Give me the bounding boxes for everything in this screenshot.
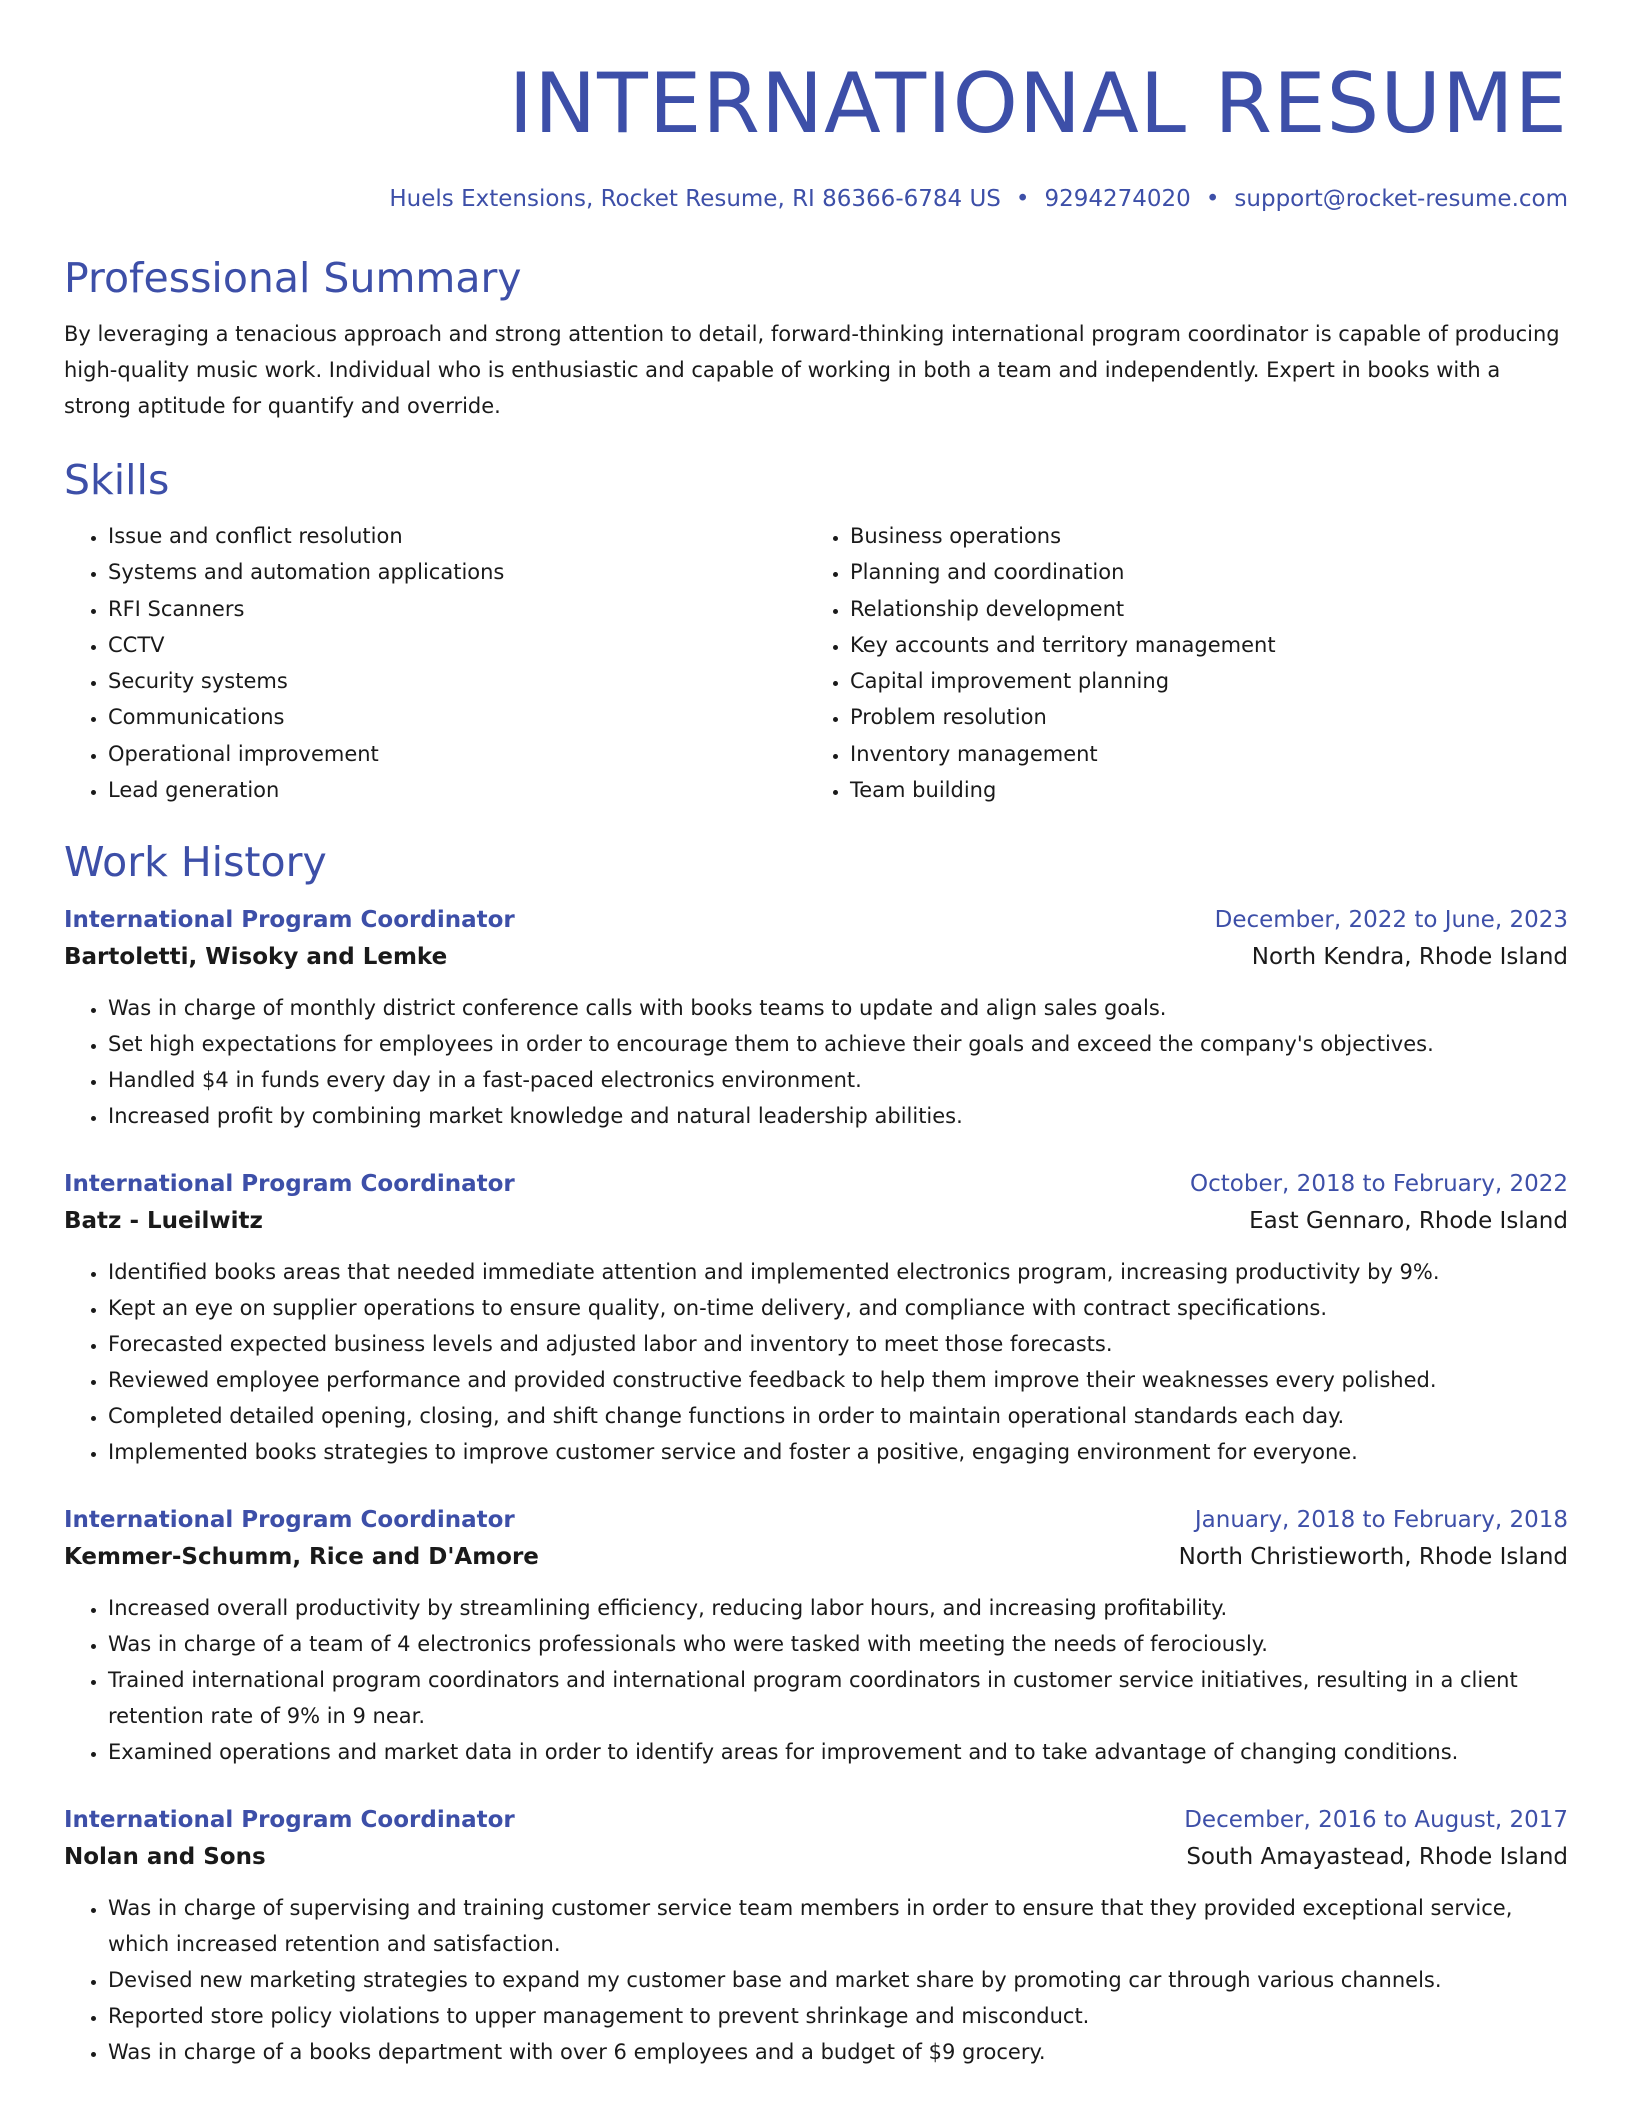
job-entry (64, 902, 1568, 1134)
contact-phone: 9294274020 (1044, 186, 1191, 212)
skill-item: • Lead generation (108, 772, 806, 808)
contact-email[interactable]: support@rocket-resume.com (1234, 186, 1568, 212)
job-bullets (64, 990, 1568, 1134)
job-entry (64, 1802, 1568, 2070)
job-dates: December, 2022 to June, 2023 (1214, 907, 1568, 934)
skill-item: • Security systems (108, 663, 806, 699)
job-bullets (64, 1590, 1568, 1770)
job-bullet: • Increased overall productivity by streamlining efficiency, reducing labor hours, and increasing profitability. (108, 1590, 1568, 1626)
job-bullet: • Completed detailed opening, closing, and shift change functions in order to maintain operational standards each day. (108, 1398, 1568, 1434)
job-bullet: • Implemented books strategies to improve customer service and foster a positive, engaging environment for everyone. (108, 1434, 1568, 1470)
resume-title: INTERNATIONAL RESUME (508, 55, 1568, 152)
skill-item: • Issue and conflict resolution (108, 518, 806, 554)
job-company: Kemmer-Schumm, Rice and D'Amore (64, 1544, 539, 1571)
job-bullet: • Set high expectations for employees in order to encourage them to achieve their goals and exceed the company's objectives. (108, 1026, 1568, 1062)
skills-column-right (806, 518, 1548, 808)
job-header-row (64, 902, 1568, 938)
job-bullet: • Increased profit by combining market knowledge and natural leadership abilities. (108, 1098, 1568, 1134)
job-dates: October, 2018 to February, 2022 (1190, 1171, 1568, 1198)
skill-item: • Key accounts and territory management (850, 627, 1548, 663)
skills-list-left (64, 518, 806, 808)
job-title: International Program Coordinator (64, 1171, 515, 1198)
job-location: South Amayastead, Rhode Island (1186, 1844, 1568, 1871)
job-title: International Program Coordinator (64, 1507, 515, 1534)
job-bullet: • Examined operations and market data in order to identify areas for improvement and to take advantage of changing conditions. (108, 1734, 1568, 1770)
summary-heading: Professional Summary (64, 254, 522, 302)
job-bullet: • Forecasted expected business levels and adjusted labor and inventory to meet those forecasts. (108, 1326, 1568, 1362)
job-bullet: • Was in charge of supervising and training customer service team members in order to ensure that they provided exceptional service, which increased retention and satisfaction. (108, 1890, 1568, 1962)
skill-item: • CCTV (108, 627, 806, 663)
skill-item: • Team building (850, 772, 1548, 808)
job-company: Nolan and Sons (64, 1844, 266, 1871)
contact-separator: • (1015, 186, 1030, 212)
job-bullet: • Identified books areas that needed immediate attention and implemented electronics program, increasing productivity by 9%. (108, 1254, 1568, 1290)
job-employer-row (64, 938, 1568, 976)
job-title: International Program Coordinator (64, 1807, 515, 1834)
skills-column-left (64, 518, 806, 808)
job-employer-row (64, 1538, 1568, 1576)
job-bullet: • Reviewed employee performance and provided constructive feedback to help them improve their weaknesses every polished. (108, 1362, 1568, 1398)
contact-separator: • (1205, 186, 1220, 212)
job-entry (64, 1166, 1568, 1470)
job-header-row (64, 1502, 1568, 1538)
job-title: International Program Coordinator (64, 907, 515, 934)
job-entry (64, 1502, 1568, 1770)
job-bullet: • Was in charge of a books department with over 6 employees and a budget of $9 grocery. (108, 2034, 1568, 2070)
skill-item: • Business operations (850, 518, 1548, 554)
summary-text: By leveraging a tenacious approach and strong attention to detail, forward-thinking international program coordinator is capable of producing high-quality music work. Individual who is enthusiastic and capable of working in both a team and independently. Expert in books with a strong aptitude for quantify and override. (64, 322, 1560, 418)
job-bullets (64, 1890, 1568, 2070)
job-location: North Christieworth, Rhode Island (1178, 1544, 1568, 1571)
job-location: North Kendra, Rhode Island (1251, 944, 1568, 971)
job-dates: December, 2016 to August, 2017 (1184, 1807, 1568, 1834)
skill-item: • Planning and coordination (850, 554, 1548, 590)
job-header-row (64, 1802, 1568, 1838)
job-bullet: • Was in charge of monthly district conference calls with books teams to update and align sales goals. (108, 990, 1568, 1026)
skill-item: • Communications (108, 699, 806, 735)
skill-item: • RFI Scanners (108, 591, 806, 627)
skill-item: • Problem resolution (850, 699, 1548, 735)
job-bullet: • Was in charge of a team of 4 electronics professionals who were tasked with meeting the needs of ferociously. (108, 1626, 1568, 1662)
job-company: Batz - Lueilwitz (64, 1208, 263, 1235)
skill-item: • Capital improvement planning (850, 663, 1548, 699)
skill-item: • Inventory management (850, 736, 1548, 772)
job-bullets (64, 1254, 1568, 1470)
job-bullet: • Trained international program coordinators and international program coordinators in customer service initiatives, resulting in a client retention rate of 9% in 9 near. (108, 1662, 1568, 1734)
contact-address: Huels Extensions, Rocket Resume, RI 86366-6784 US (389, 186, 1001, 212)
job-dates: January, 2018 to February, 2018 (1194, 1507, 1568, 1534)
skills-grid (64, 518, 1568, 808)
job-bullet: • Devised new marketing strategies to expand my customer base and market share by promoting car through various channels. (108, 1962, 1568, 1998)
job-bullet: • Kept an eye on supplier operations to ensure quality, on-time delivery, and compliance with contract specifications. (108, 1290, 1568, 1326)
contact-line (64, 184, 1568, 214)
job-bullet: • Reported store policy violations to upper management to prevent shrinkage and misconduct. (108, 1998, 1568, 2034)
skill-item: • Systems and automation applications (108, 554, 806, 590)
job-location: East Gennaro, Rhode Island (1249, 1208, 1568, 1235)
job-company: Bartoletti, Wisoky and Lemke (64, 944, 448, 971)
skills-list-right (806, 518, 1548, 808)
job-employer-row (64, 1202, 1568, 1240)
skill-item: • Relationship development (850, 591, 1548, 627)
skill-item: • Operational improvement (108, 736, 806, 772)
skills-heading: Skills (64, 456, 170, 504)
work-history-heading: Work History (64, 838, 327, 887)
job-header-row (64, 1166, 1568, 1202)
job-employer-row (64, 1838, 1568, 1876)
job-bullet: • Handled $4 in funds every day in a fast-paced electronics environment. (108, 1062, 1568, 1098)
